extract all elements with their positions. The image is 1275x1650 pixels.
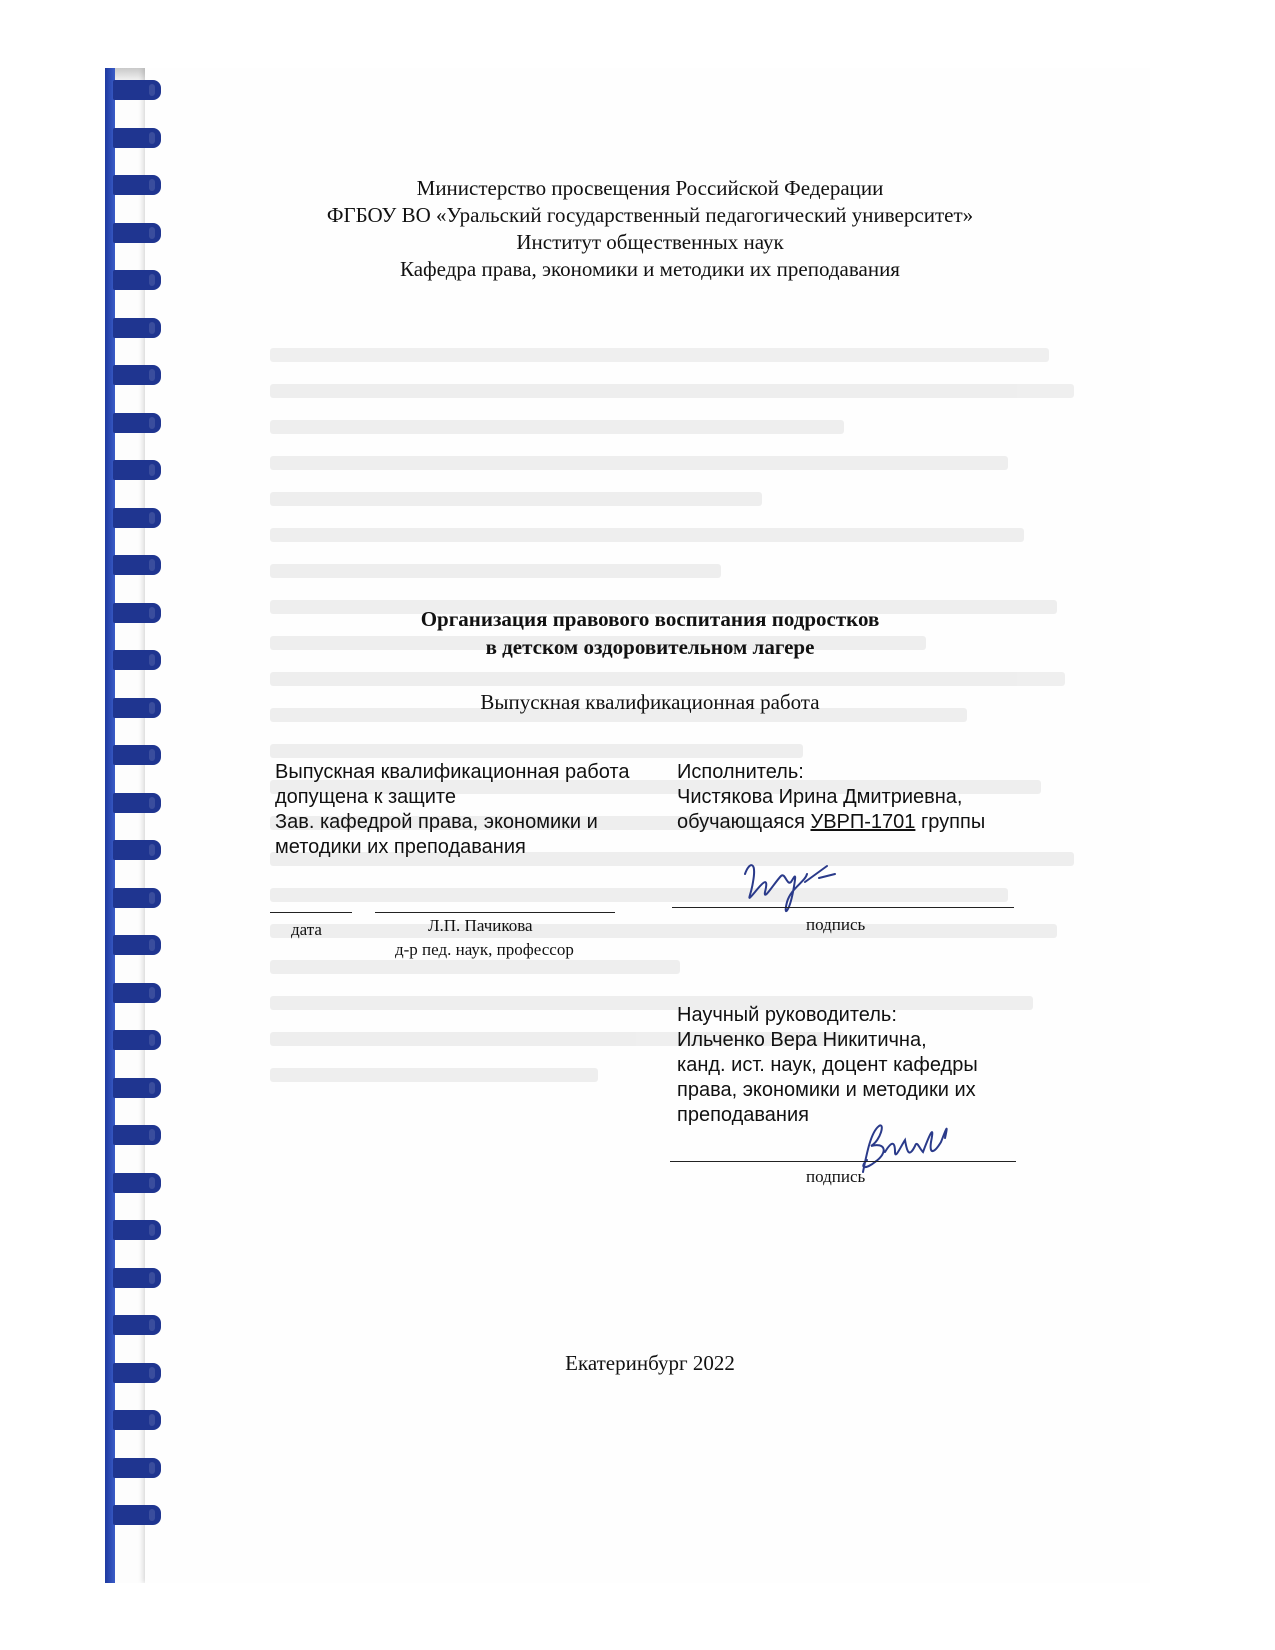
executor-label: Исполнитель: [677, 761, 804, 783]
binding-coil [113, 1315, 161, 1335]
binding-coil [113, 318, 161, 338]
binding-coil [113, 80, 161, 100]
binding-coil [113, 1363, 161, 1383]
executor-block [677, 760, 985, 835]
binding-coil [113, 175, 161, 195]
executor-signature [735, 852, 845, 922]
binding-coil [113, 555, 161, 575]
binding-coil [113, 365, 161, 385]
supervisor-signature-line [670, 1161, 1016, 1162]
head-degree: д-р пед. наук, профессор [395, 940, 574, 959]
city-year: Екатеринбург 2022 [565, 1351, 735, 1375]
supervisor-line3: права, экономики и методики их [677, 1079, 976, 1101]
binding-coil [113, 983, 161, 1003]
binding-coil [113, 1078, 161, 1098]
date-line [270, 912, 352, 913]
binding-coil [113, 508, 161, 528]
binding-spine [105, 68, 115, 1583]
executor-signature-line [672, 907, 1014, 908]
binding-coil [113, 270, 161, 290]
supervisor-block [677, 1003, 978, 1128]
executor-group-prefix: обучающаяся [677, 811, 805, 833]
binding-coil [113, 128, 161, 148]
binding-coil [113, 460, 161, 480]
header-block [300, 175, 1000, 283]
binding-coil [113, 935, 161, 955]
executor-group-code: УВРП-1701 [810, 811, 916, 833]
thesis-title-line2: в детском оздоровительном лагере [485, 635, 815, 659]
admission-line1: Выпускная квалификационная работа [275, 761, 630, 783]
supervisor-label: Научный руководитель: [677, 1004, 897, 1026]
binding-coil [113, 1268, 161, 1288]
binding-coil [113, 793, 161, 813]
binding-coil [113, 1173, 161, 1193]
work-type: Выпускная квалификационная работа [480, 690, 820, 714]
department-name: Кафедра права, экономики и методики их преподавания [400, 257, 900, 281]
admission-line2: допущена к защите [275, 786, 456, 808]
executor-name: Чистякова Ирина Дмитриевна, [677, 786, 963, 808]
binding-coil [113, 413, 161, 433]
thesis-title [300, 605, 1000, 661]
binding-coil [113, 840, 161, 860]
university-name: ФГБОУ ВО «Уральский государственный педагогический университет» [326, 203, 974, 227]
binding-coil [113, 603, 161, 623]
binding-coil [113, 1220, 161, 1240]
binding-coil [113, 1125, 161, 1145]
supervisor-signature-label: подпись [806, 1167, 866, 1186]
binding-coil [113, 1458, 161, 1478]
supervisor-line2: канд. ист. наук, доцент кафедры [677, 1054, 978, 1076]
binding-coil [113, 698, 161, 718]
head-signature-line [375, 912, 615, 913]
executor-signature-label: подпись [806, 915, 866, 934]
ministry-name: Министерство просвещения Российской Федерации [416, 176, 884, 200]
binding-coil [113, 888, 161, 908]
binding-coil [113, 650, 161, 670]
binding-coil [113, 745, 161, 765]
institute-name: Институт общественных наук [516, 230, 784, 254]
executor-group-suffix: группы [920, 811, 986, 833]
admission-line4: методики их преподавания [275, 836, 526, 858]
binding-coil [113, 223, 161, 243]
binding-coil [113, 1505, 161, 1525]
binding-coil [113, 1410, 161, 1430]
binding-coil [113, 1030, 161, 1050]
supervisor-name: Ильченко Вера Никитична, [677, 1029, 927, 1051]
thesis-title-line1: Организация правового воспитания подростков [420, 607, 880, 631]
date-label: дата [291, 920, 322, 939]
admission-block [275, 760, 629, 860]
executor-group-line [677, 810, 985, 835]
supervisor-line4: преподавания [677, 1104, 809, 1126]
head-name: Л.П. Пачикова [428, 916, 533, 935]
admission-line3: Зав. кафедрой права, экономики и [275, 811, 598, 833]
